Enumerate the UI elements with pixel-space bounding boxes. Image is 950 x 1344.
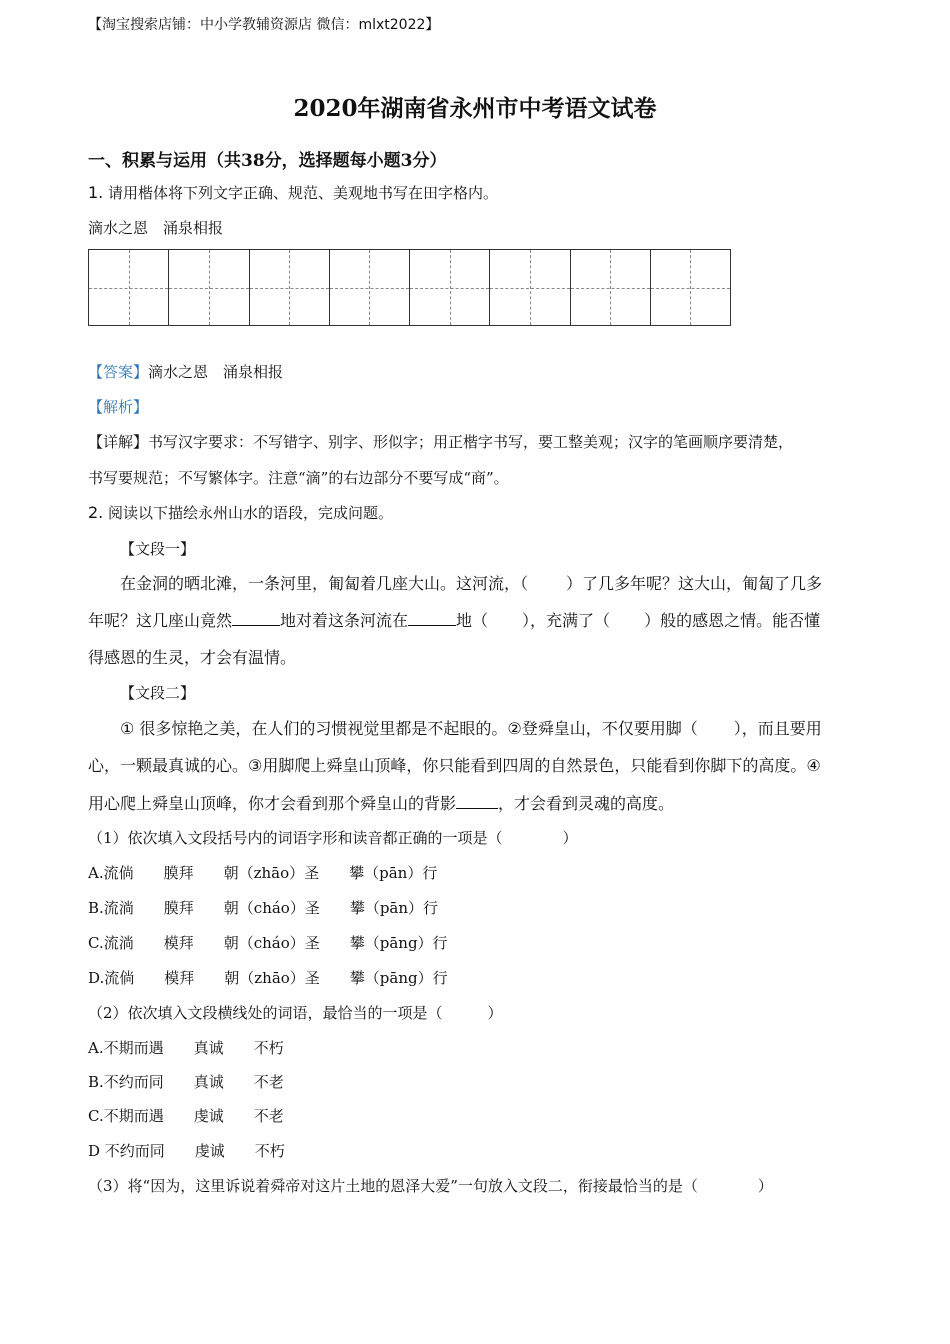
answer-tag: 【答案】: [88, 363, 149, 381]
option-a[interactable]: A.不期而遇 真诚 不朽: [88, 1039, 284, 1057]
para-text: 用心爬上舜皇山顶峰，你才会看到那个舜皇山的背影: [88, 794, 457, 813]
para2-line-2: 心，一颗最真诚的心。③用脚爬上舜皇山顶峰，你只能看到四周的自然景色，只能看到你脚下的高度。④: [88, 756, 821, 775]
question-prompt: 请用楷体将下列文字正确、规范、美观地书写在田字格内。: [108, 184, 499, 202]
sub-question-3: （3）将“因为，这里诉说着舜帝对这片土地的恩泽大爱”一句放入文段二，衔接最恰当的是（ ）: [88, 1177, 773, 1195]
grid-cell[interactable]: [330, 250, 410, 325]
option-d[interactable]: D 不约而同 虔诚 不朽: [88, 1142, 285, 1160]
para1-line-3: 得感恩的生灵，才会有温情。: [88, 648, 297, 667]
page-header: 【淘宝搜索店铺：中小学教辅资源店 微信：mlxt2022】: [88, 17, 440, 33]
fill-blank[interactable]: [408, 625, 456, 626]
answer-text: 滴水之恩 涌泉相报: [148, 363, 284, 381]
para1-line-2: [88, 608, 820, 631]
section-heading: 一、积累与运用（共38分，选择题每小题3分）: [88, 151, 447, 171]
option-c[interactable]: C.不期而遇 虔诚 不老: [88, 1107, 284, 1125]
detail-text: 书写汉字要求：不写错字、别字、形似字；用正楷字书写，要工整美观；汉字的笔画顺序要清楚，: [148, 433, 794, 451]
grid-cell[interactable]: [169, 250, 249, 325]
option-b[interactable]: B.不约而同 真诚 不老: [88, 1073, 284, 1091]
grid-cell[interactable]: [410, 250, 490, 325]
fill-blank[interactable]: [456, 808, 498, 809]
para-text: 地（: [456, 611, 489, 630]
grid-cell[interactable]: [571, 250, 651, 325]
question-2: [88, 502, 393, 523]
option-c[interactable]: C.流淌 模拜 朝（cháo）圣 攀（pāng）行: [88, 934, 448, 952]
analysis-tag: 【解析】: [88, 398, 149, 416]
grid-cell[interactable]: [250, 250, 330, 325]
para-text: 在金洞的晒北滩，一条河里，匍匐着几座大山。这河流，（: [120, 574, 529, 593]
option-b[interactable]: B.流淌 膜拜 朝（cháo）圣 攀（pān）行: [88, 899, 439, 917]
grid-cell[interactable]: [651, 250, 730, 325]
grid-cell[interactable]: [89, 250, 169, 325]
para2-line-3: [88, 791, 674, 814]
option-d[interactable]: D.流倘 模拜 朝（zhāo）圣 攀（pāng）行: [88, 969, 448, 987]
detail-line-2: 书写要规范；不写繁体字。注意“滴”的右边部分不要写成“商”。: [88, 469, 509, 487]
para2-line-1: [120, 716, 822, 739]
para1-label: 【文段一】: [120, 540, 196, 558]
para-text: ）般的感恩之情。能否懂: [644, 611, 821, 630]
para-text: ，才会看到灵魂的高度。: [498, 794, 675, 813]
para1-line-1: [120, 571, 822, 594]
para-text: ① 很多惊艳之美，在人们的习惯视觉里都是不起眼的。②登舜皇山，不仅要用脚（: [120, 719, 698, 738]
question-number: 2.: [88, 503, 104, 522]
para-text: ）了几多年呢？这大山，匍匐了几多: [566, 574, 823, 593]
para-text: ），充满了（: [522, 611, 611, 630]
question-number: 1.: [88, 183, 104, 202]
answer-line: [88, 361, 283, 382]
grid-cell[interactable]: [490, 250, 570, 325]
page-title: 2020年湖南省永州市中考语文试卷: [293, 95, 657, 122]
detail-tag: 【详解】: [88, 433, 149, 451]
para-text: ），而且要用: [733, 719, 822, 738]
question-1: [88, 182, 498, 203]
option-a[interactable]: A.流倘 膜拜 朝（zhāo）圣 攀（pān）行: [88, 864, 438, 882]
para2-label: 【文段二】: [120, 684, 196, 702]
sub-question-1: （1）依次填入文段括号内的词语字形和读音都正确的一项是（ ）: [88, 829, 578, 847]
para-text: 地对着这条河流在: [280, 611, 409, 630]
question-prompt: 阅读以下描绘永州山水的语段，完成问题。: [108, 504, 394, 522]
tianzige-grid[interactable]: [88, 249, 731, 326]
copy-text: 滴水之恩 涌泉相报: [88, 219, 224, 237]
sub-question-2: （2）依次填入文段横线处的词语，最恰当的一项是（ ）: [88, 1004, 503, 1022]
detail-line-1: [88, 431, 793, 452]
fill-blank[interactable]: [232, 625, 280, 626]
para-text: 年呢？这几座山竟然: [88, 611, 233, 630]
